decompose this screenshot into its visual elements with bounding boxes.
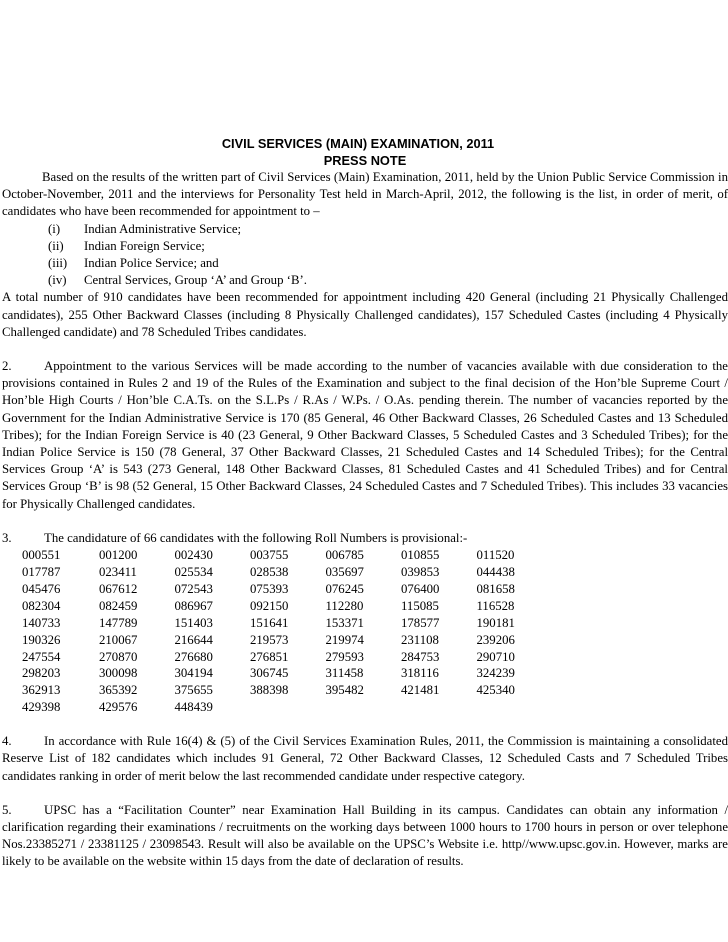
roll-number: 304194 bbox=[174, 666, 213, 681]
roll-number: 023411 bbox=[99, 564, 137, 579]
roll-number: 362913 bbox=[22, 683, 61, 698]
roll-number: 082459 bbox=[99, 598, 138, 613]
roll-row bbox=[22, 581, 552, 598]
roll-number: 429576 bbox=[99, 700, 138, 715]
roll-number: 000551 bbox=[22, 548, 61, 563]
roll-number: 151641 bbox=[250, 615, 289, 630]
roll-number: 140733 bbox=[22, 615, 61, 630]
roll-number: 147789 bbox=[99, 615, 138, 630]
service-label: Indian Foreign Service; bbox=[84, 238, 205, 253]
roll-number: 239206 bbox=[476, 632, 515, 647]
roll-number: 082304 bbox=[22, 598, 61, 613]
roll-number: 092150 bbox=[250, 598, 289, 613]
roll-number: 002430 bbox=[174, 548, 213, 563]
roll-number: 072543 bbox=[174, 581, 213, 596]
roll-number: 025534 bbox=[174, 564, 213, 579]
roll-number: 086967 bbox=[174, 598, 213, 613]
roll-number: 011520 bbox=[476, 548, 515, 563]
roll-number bbox=[401, 699, 477, 716]
services-list bbox=[2, 221, 728, 290]
service-num: (ii) bbox=[48, 238, 64, 253]
roll-number: 231108 bbox=[401, 632, 439, 647]
roll-number: 151403 bbox=[174, 615, 213, 630]
roll-number bbox=[326, 699, 402, 716]
roll-number: 116528 bbox=[476, 598, 515, 613]
roll-number: 003755 bbox=[250, 548, 289, 563]
roll-number: 375655 bbox=[174, 683, 213, 698]
paragraph-4-text: In accordance with Rule 16(4) & (5) of the Civil Services Examination Rules, 2011, the Commission is maintaining a consolidated Reserve List of 182 candidates which includes 91 General, 72 Other Backward Classes, 12 Scheduled Casts and 7 Scheduled Tribes candidates ranking in order of merit below the last recommended candidate under respective category. bbox=[2, 734, 728, 783]
roll-number: 270870 bbox=[99, 649, 138, 664]
roll-numbers-table bbox=[22, 547, 552, 716]
roll-number: 006785 bbox=[325, 548, 364, 563]
paragraph-2-text: Appointment to the various Services will be made according to the number of vacancies available with due consideration to the provisions contained in Rules 2 and 19 of the Rules of the Examination and subject to the final decision of the Hon’ble Supreme Court / Hon’ble High Courts / Hon’ble C.A.Ts. on the S.L.Ps / R.As / W.Ps. / O.As. pending therein. The number of vacancies reported by the Government for the Indian Administrative Service is 170 (85 General, 46 Other Backward Classes, 26 Scheduled Castes and 13 Scheduled Tribes); for the Indian Foreign Service is 40 (23 General, 9 Other Backward Classes, 5 Scheduled Castes and 3 Scheduled Tribes); for the Indian Police Service is 150 (78 General, 37 Other Backward Classes, 21 Scheduled Castes and 14 Scheduled Tribes); for the Central Services Group ‘A’ is 543 (273 General, 148 Other Backward Classes, 81 Scheduled Castes and 41 Scheduled Tribes) and for Central Services Group ‘B’ is 98 (52 General, 15 Other Backward Classes, 24 Scheduled Castes and 7 Scheduled Tribes). This includes 33 vacancies for Physically Challenged candidates. bbox=[2, 359, 728, 511]
title-press-note: PRESS NOTE bbox=[323, 152, 407, 168]
roll-row bbox=[22, 564, 552, 581]
roll-number: 076400 bbox=[401, 581, 440, 596]
roll-number: 190181 bbox=[476, 615, 515, 630]
roll-number: 318116 bbox=[401, 666, 439, 681]
roll-number: 210067 bbox=[99, 632, 138, 647]
roll-row bbox=[22, 632, 552, 649]
roll-number: 076245 bbox=[325, 581, 364, 596]
paragraph-5 bbox=[2, 802, 728, 871]
roll-row bbox=[22, 682, 552, 699]
title-exam: CIVIL SERVICES (MAIN) EXAMINATION, 2011 bbox=[221, 136, 495, 151]
roll-number: 001200 bbox=[99, 548, 138, 563]
roll-number: 178577 bbox=[401, 615, 440, 630]
roll-row bbox=[22, 699, 552, 716]
intro-paragraph: Based on the results of the written part of Civil Services (Main) Examination, 2011, held by the Union Public Service Commission in October-November, 2011 and the interviews for Personality Test held in March-April, 2012, the following is the list, in order of merit, of candidates who have been recommended for appointment to – bbox=[2, 170, 728, 219]
paragraph-4-number: 4. bbox=[2, 734, 12, 749]
service-label: Indian Administrative Service; bbox=[84, 221, 242, 236]
paragraph-3-number: 3. bbox=[2, 530, 12, 545]
roll-number: 284753 bbox=[401, 649, 440, 664]
roll-row bbox=[22, 649, 552, 666]
roll-number: 010855 bbox=[401, 548, 440, 563]
document-title bbox=[2, 136, 728, 169]
roll-number: 276680 bbox=[174, 649, 213, 664]
roll-number: 365392 bbox=[99, 683, 138, 698]
paragraph-2-number: 2. bbox=[2, 359, 12, 374]
service-item bbox=[2, 221, 728, 238]
roll-number: 219573 bbox=[250, 632, 289, 647]
roll-number: 388398 bbox=[250, 683, 289, 698]
roll-number: 045476 bbox=[22, 581, 61, 596]
paragraph-5-text: UPSC has a “Facilitation Counter” near Examination Hall Building in its campus. Candidates can obtain any information / clarification regarding their examinations / recruitments on the working days between 1000 hours to 1700 hours in person or over telephone Nos.23385271 / 23381125 / 23098543. Result will also be available on the UPSC’s Website i.e. http//www.upsc.gov.in. However, marks are likely to be available on the website within 15 days from the date of declaration of results. bbox=[2, 802, 728, 869]
roll-row bbox=[22, 615, 552, 632]
roll-number: 153371 bbox=[325, 615, 364, 630]
roll-number: 044438 bbox=[476, 564, 515, 579]
roll-number: 276851 bbox=[250, 649, 289, 664]
roll-number: 429398 bbox=[22, 700, 61, 715]
roll-number: 279593 bbox=[325, 649, 364, 664]
paragraph-2 bbox=[2, 358, 728, 513]
roll-row bbox=[22, 598, 552, 615]
roll-number: 216644 bbox=[174, 632, 213, 647]
roll-number: 311458 bbox=[325, 666, 364, 681]
service-item bbox=[2, 255, 728, 272]
service-num: (iv) bbox=[48, 273, 67, 288]
service-item bbox=[2, 238, 728, 255]
roll-number: 421481 bbox=[401, 683, 440, 698]
roll-number: 247554 bbox=[22, 649, 61, 664]
service-item bbox=[2, 272, 728, 289]
roll-number: 306745 bbox=[250, 666, 289, 681]
roll-number: 035697 bbox=[325, 564, 364, 579]
service-num: (iii) bbox=[48, 256, 68, 271]
roll-number bbox=[477, 699, 553, 716]
roll-number: 190326 bbox=[22, 632, 61, 647]
roll-row bbox=[22, 665, 552, 682]
paragraph-3-text: The candidature of 66 candidates with the following Roll Numbers is provisional:- bbox=[44, 530, 468, 545]
paragraph-4 bbox=[2, 733, 728, 785]
service-label: Indian Police Service; and bbox=[84, 256, 219, 271]
roll-number: 290710 bbox=[476, 649, 515, 664]
roll-number: 448439 bbox=[174, 700, 213, 715]
roll-number: 067612 bbox=[99, 581, 138, 596]
paragraph-5-number: 5. bbox=[2, 802, 12, 817]
roll-number: 115085 bbox=[401, 598, 439, 613]
roll-number: 298203 bbox=[22, 666, 61, 681]
roll-number: 075393 bbox=[250, 581, 289, 596]
roll-number: 219974 bbox=[325, 632, 364, 647]
roll-number: 039853 bbox=[401, 564, 440, 579]
roll-number: 081658 bbox=[476, 581, 515, 596]
roll-number: 017787 bbox=[22, 564, 61, 579]
roll-number: 324239 bbox=[476, 666, 515, 681]
paragraph-3 bbox=[2, 530, 728, 547]
total-candidates-paragraph: A total number of 910 candidates have been recommended for appointment including 420 General (including 21 Physically Challenged candidates), 255 Other Backward Classes (including 8 Physically Challenged candidates), 157 Scheduled Castes (including 4 Physically Challenged candidate) and 78 Scheduled Tribes candidates. bbox=[2, 290, 728, 339]
roll-number: 395482 bbox=[325, 683, 364, 698]
service-num: (i) bbox=[48, 221, 61, 236]
roll-number: 112280 bbox=[325, 598, 364, 613]
roll-number bbox=[250, 699, 326, 716]
roll-row bbox=[22, 547, 552, 564]
roll-number: 300098 bbox=[99, 666, 138, 681]
service-label: Central Services, Group ‘A’ and Group ‘B’. bbox=[84, 273, 307, 288]
roll-number: 425340 bbox=[476, 683, 515, 698]
roll-number: 028538 bbox=[250, 564, 289, 579]
